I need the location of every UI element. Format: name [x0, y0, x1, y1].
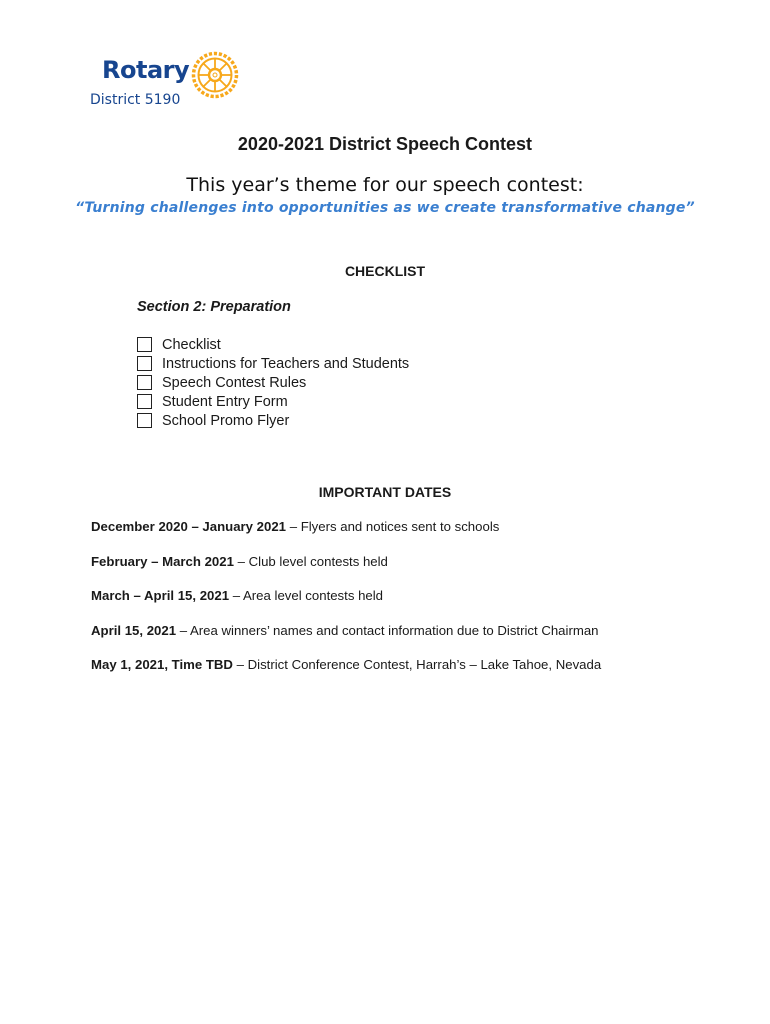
date-description: – Area winners’ names and contact information due to District Chairman	[176, 622, 599, 638]
checklist-item-label: Instructions for Teachers and Students	[162, 355, 410, 372]
checkbox[interactable]	[137, 394, 152, 409]
date-when: March – April 15, 2021	[91, 588, 230, 603]
date-row	[91, 657, 601, 692]
date-description: – Area level contests held	[229, 588, 384, 603]
theme-quote: “Turning challenges into opportunities as we create transformative change”	[75, 200, 695, 216]
date-when: April 15, 2021	[91, 622, 177, 638]
date-when: February – March 2021	[91, 553, 234, 569]
date-description: – Club level contests held	[233, 553, 388, 569]
checklist-item	[137, 373, 409, 392]
date-description: – Flyers and notices sent to schools	[286, 519, 500, 534]
checklist-heading: CHECKLIST	[344, 263, 426, 279]
date-when: December 2020 – January 2021	[91, 519, 287, 534]
date-row	[91, 519, 601, 554]
checklist-items	[137, 335, 409, 430]
logo-wordmark: Rotary	[102, 56, 190, 84]
logo-subtitle: District 5190	[90, 92, 181, 108]
rotary-wheel-icon	[190, 50, 240, 100]
checkbox[interactable]	[137, 337, 152, 352]
checklist-item	[137, 392, 409, 411]
page-title: 2020-2021 District Speech Contest	[237, 134, 533, 154]
checklist-item-label: Speech Contest Rules	[162, 374, 307, 391]
checkbox[interactable]	[137, 413, 152, 428]
checklist-item	[137, 335, 409, 354]
checklist-item-label: Checklist	[162, 336, 221, 353]
checklist-item-label: School Promo Flyer	[162, 412, 290, 429]
date-row	[91, 554, 601, 589]
theme-label: This year’s theme for our speech contest:	[186, 174, 584, 196]
checkbox[interactable]	[137, 375, 152, 390]
date-when: May 1, 2021, Time TBD	[91, 657, 233, 672]
checklist-item	[137, 411, 409, 430]
checklist-item-label: Student Entry Form	[162, 393, 288, 410]
date-row	[91, 623, 601, 658]
checklist-item	[137, 354, 409, 373]
important-dates-list	[91, 519, 601, 692]
date-description: – District Conference Contest, Harrah’s – Lake Tahoe, Nevada	[232, 657, 602, 672]
important-dates-heading: IMPORTANT DATES	[318, 484, 452, 500]
section-heading: Section 2: Preparation	[137, 299, 291, 315]
date-row	[91, 588, 601, 623]
rotary-logo	[90, 50, 250, 112]
checkbox[interactable]	[137, 356, 152, 371]
